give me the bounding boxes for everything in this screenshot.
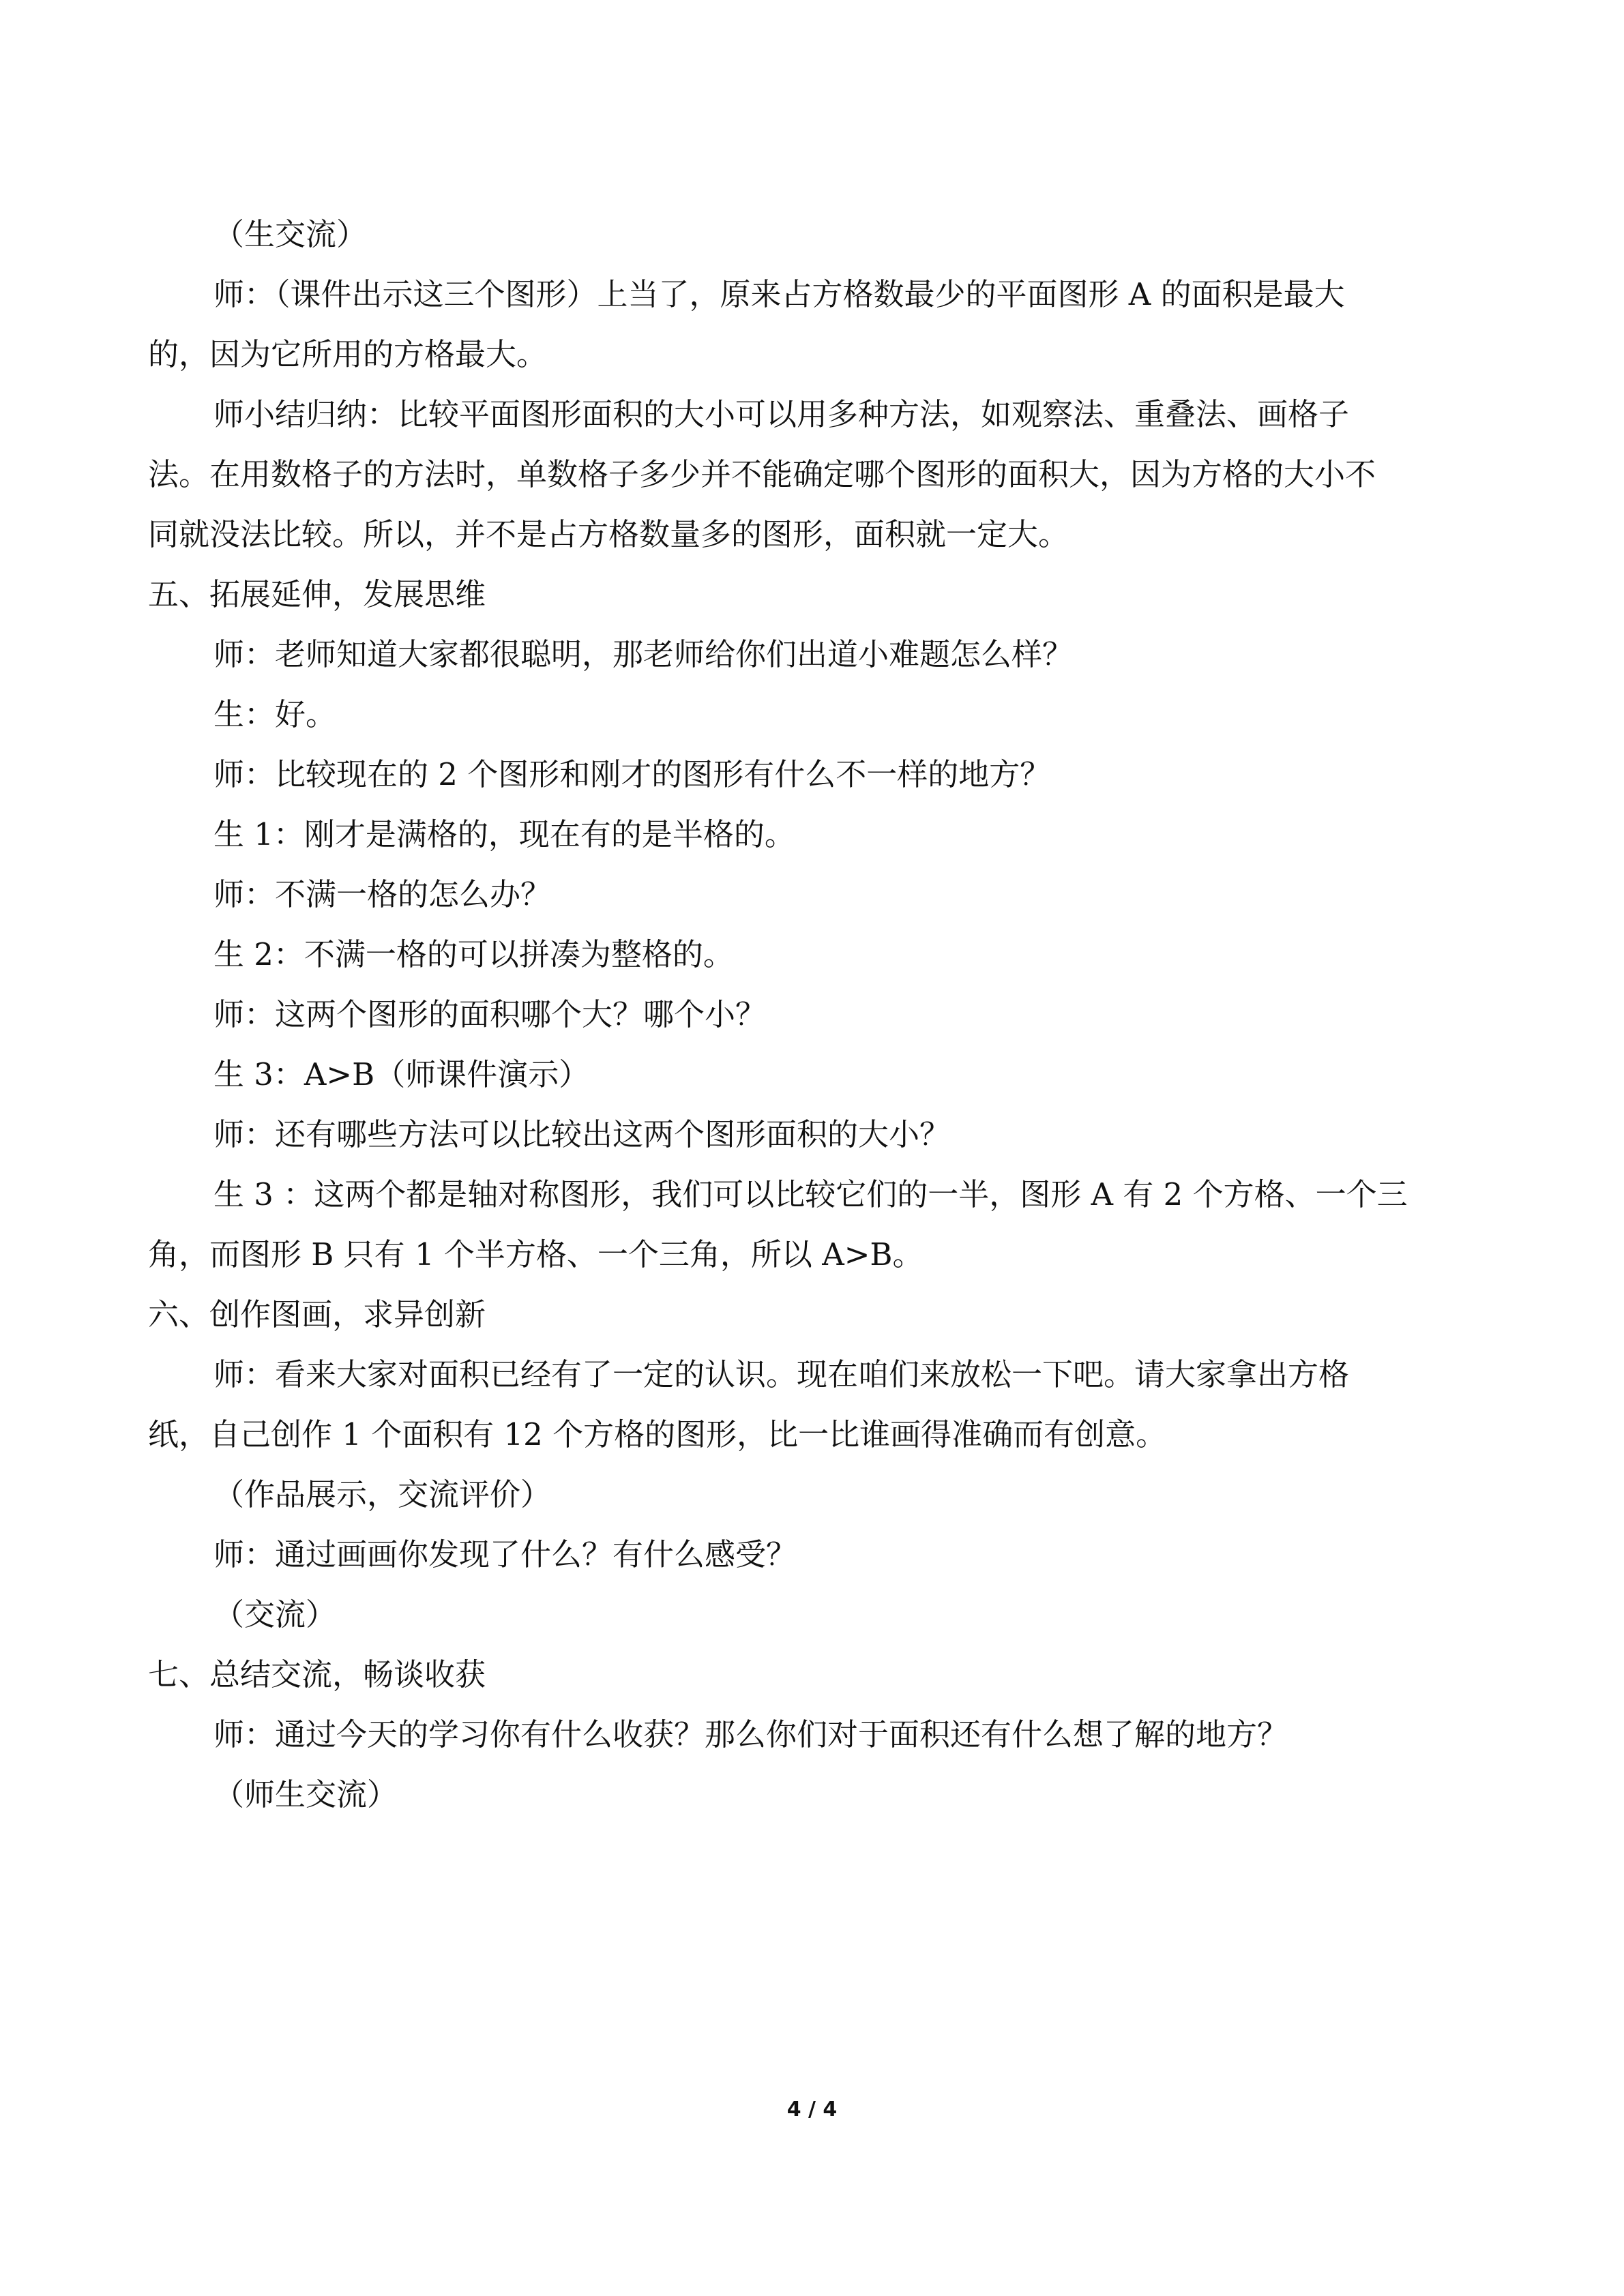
page-number: 4 / 4 [786,2098,838,2121]
paragraph-line: （交流） [213,1596,337,1632]
document-body [148,205,1478,1825]
paragraph-line: 的，因为它所用的方格最大。 [148,336,548,372]
paragraph-line: （师生交流） [213,1776,398,1813]
paragraph-line: 师：这两个图形的面积哪个大？哪个小？ [213,996,767,1032]
paragraph-line: 同就没法比较。所以，并不是占方格数量多的图形，面积就一定大。 [148,516,1069,552]
paragraph-line: 师：老师知道大家都很聪明，那老师给你们出道小难题怎么样？ [213,636,1074,672]
paragraph-line: 师：通过今天的学习你有什么收获？那么你们对于面积还有什么想了解的地方？ [213,1716,1288,1753]
paragraph-line: 生 3 ：这两个都是轴对称图形，我们可以比较它们的一半，图形 A 有 2 个方格、一个三 [213,1176,1408,1212]
paragraph-line: 生：好。 [213,696,337,732]
paragraph-line: （作品展示，交流评价） [213,1476,552,1512]
paragraph-line: 师：看来大家对面积已经有了一定的认识。现在咱们来放松一下吧。请大家拿出方格 [213,1356,1350,1392]
paragraph-line: 法。在用数格子的方法时，单数格子多少并不能确定哪个图形的面积大，因为方格的大小不 [148,456,1376,492]
paragraph-line: 师：比较现在的 2 个图形和刚才的图形有什么不一样的地方？ [213,756,1051,792]
paragraph-line: 师：（课件出示这三个图形）上当了，原来占方格数最少的平面图形 A 的面积是最大 [213,276,1345,312]
paragraph-line: 角，而图形 B 只有 1 个半方格、一个三角，所以 A>B。 [148,1236,924,1272]
section-heading: 六、创作图画，求异创新 [148,1296,486,1332]
paragraph-line: 生 1：刚才是满格的，现在有的是半格的。 [213,816,795,852]
paragraph-line: 生 3：A>B（师课件演示） [213,1056,590,1092]
paragraph-line: 师小结归纳：比较平面图形面积的大小可以用多种方法，如观察法、重叠法、画格子 [213,396,1350,432]
paragraph-line: 师：通过画画你发现了什么？有什么感受？ [213,1536,797,1572]
section-heading: 五、拓展延伸，发展思维 [148,576,486,612]
paragraph-line: 师：不满一格的怎么办？ [213,876,552,912]
section-heading: 七、总结交流，畅谈收获 [148,1656,486,1693]
paragraph-line: 师：还有哪些方法可以比较出这两个图形面积的大小？ [213,1116,951,1152]
paragraph-line: 生 2：不满一格的可以拼凑为整格的。 [213,936,734,972]
paragraph-line: 纸，自己创作 1 个面积有 12 个方格的图形，比一比谁画得准确而有创意。 [148,1416,1167,1452]
paragraph-line: （生交流） [213,216,368,252]
